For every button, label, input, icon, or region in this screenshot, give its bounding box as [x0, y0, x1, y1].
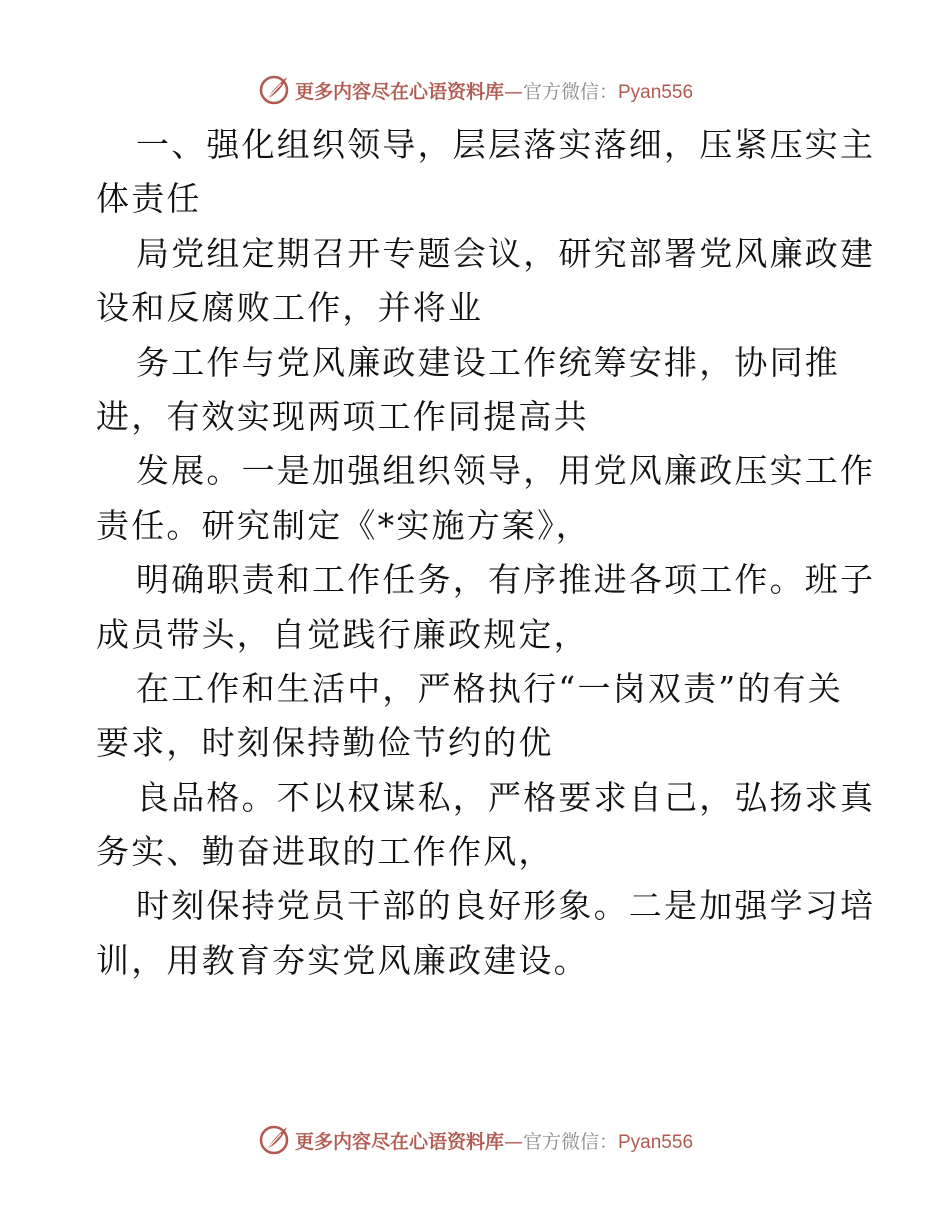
banner-wechat-id: Pyan556	[618, 1131, 694, 1153]
paragraph-line: 良品格。不以权谋私，严格要求自己，弘扬求真	[136, 777, 876, 817]
document-body	[96, 118, 876, 988]
paragraph-heading-line: 一、强化组织领导，层层落实落细，压紧压实主	[136, 125, 876, 164]
paragraph-line: 在工作和生活中，严格执行“一岗双责”的有关	[136, 668, 843, 708]
banner-separator: —	[503, 80, 523, 103]
header-watermark-banner	[0, 70, 950, 110]
paragraph-line: 务工作与党风廉政建设工作统筹安排，协同推	[136, 342, 840, 382]
feather-quill-logo-icon	[257, 1123, 291, 1157]
paragraph-heading-line-continued: 体责任	[96, 179, 202, 219]
paragraph-line: 发展。一是加强组织领导，用党风廉政压实工作	[136, 451, 876, 491]
banner-main-text: 更多内容尽在心语资料库	[294, 80, 504, 103]
paragraph-line: 明确职责和工作任务，有序推进各项工作。班子	[136, 560, 876, 600]
banner-separator: —	[503, 1130, 523, 1153]
banner-wechat-label: 官方微信：	[522, 1130, 618, 1153]
paragraph-line-continued: 责任。研究制定《*实施方案》，	[96, 505, 591, 545]
banner-wechat-id: Pyan556	[618, 81, 694, 103]
banner-wechat-label: 官方微信：	[522, 80, 618, 103]
paragraph-line-continued: 训，用教育夯实党风廉政建设。	[96, 940, 589, 980]
paragraph-line: 时刻保持党员干部的良好形象。二是加强学习培	[136, 886, 876, 926]
paragraph-line-continued: 设和反腐败工作，并将业	[96, 288, 484, 328]
footer-watermark-banner	[0, 1120, 950, 1160]
banner-text	[295, 1127, 693, 1154]
paragraph-line-continued: 进，有效实现两项工作同提高共	[96, 396, 589, 436]
paragraph-line: 局党组定期召开专题会议，研究部署党风廉政建	[136, 233, 876, 273]
banner-main-text: 更多内容尽在心语资料库	[294, 1130, 504, 1153]
banner-text	[295, 77, 693, 104]
paragraph-line-continued: 要求，时刻保持勤俭节约的优	[96, 723, 554, 763]
paragraph-line-continued: 务实、勤奋进取的工作作风，	[96, 832, 554, 872]
feather-quill-logo-icon	[257, 73, 291, 107]
paragraph-line-continued: 成员带头，自觉践行廉政规定，	[96, 614, 589, 654]
